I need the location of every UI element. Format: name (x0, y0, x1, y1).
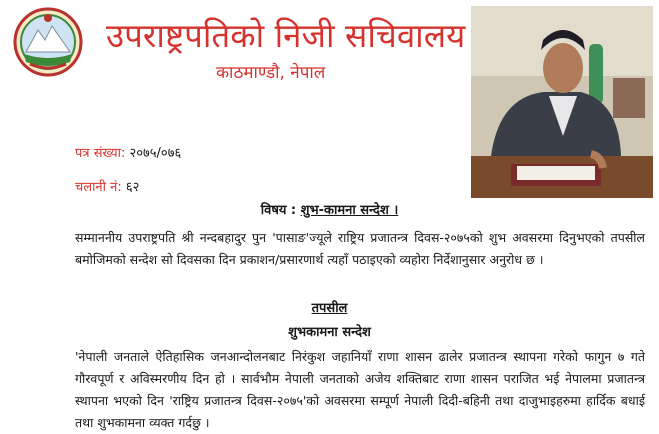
message-paragraph: 'नेपाली जनताले ऐतिहासिक जनआन्दोलनबाट निरंकुश जहानियाँ राणा शासन ढालेर प्रजातन्त्र स्थापना गरेको फागुन ७ गते गौरवपूर्ण र अविस्मरणीय दिन हो । सार्वभौम नेपाली जनताको अजेय शक्तिबाट राणा शासन पराजित भई नेपालमा प्रजातन्त्र स्थापना भएको दिन 'राष्ट्रिय प्रजातन्त्र दिवस-२०७५'को अवसरमा सम्पूर्ण नेपाली दिदी-बहिनी तथा दाजुभाइहरुमा हार्दिक बधाई तथा शुभकामना व्यक्त गर्दछु । (75, 349, 645, 430)
message-heading: शुभकामना सन्देश (288, 325, 371, 340)
dispatch-number (75, 179, 139, 197)
subject-label: विषय : (260, 203, 297, 218)
vice-president-photo (471, 6, 653, 198)
reference-label: पत्र संख्या: (75, 146, 126, 161)
reference-number (75, 145, 181, 163)
dispatch-label: चलानी नं: (75, 180, 122, 195)
nepal-emblem-icon (12, 6, 84, 78)
page-title: उपराष्ट्रपतिको निजी सचिवालय (106, 16, 466, 55)
reference-value: २०७५/०७६ (129, 146, 182, 161)
subject-text: शुभ-कामना सन्देश । (300, 203, 399, 218)
dispatch-value: ६२ (125, 180, 140, 195)
appendix-heading-text: तपसील (311, 301, 348, 316)
page-subtitle: काठमाण्डौ, नेपाल (216, 63, 326, 83)
subject-line (0, 200, 659, 218)
appendix-heading (0, 298, 659, 316)
intro-paragraph: सम्माननीय उपराष्ट्रपति श्री नन्दबहादुर पुन 'पासाङ'ज्यूले राष्ट्रिय प्रजातन्त्र दिवस-२०७५को शुभ अवसरमा दिनुभएको तपसील बमोजिमको सन्देश सो दिवसका दिन प्रकाशन/प्रसारणार्थ त्यहाँ पठाइएको व्यहोरा निर्देशानुसार अनुरोध छ । (75, 230, 645, 267)
